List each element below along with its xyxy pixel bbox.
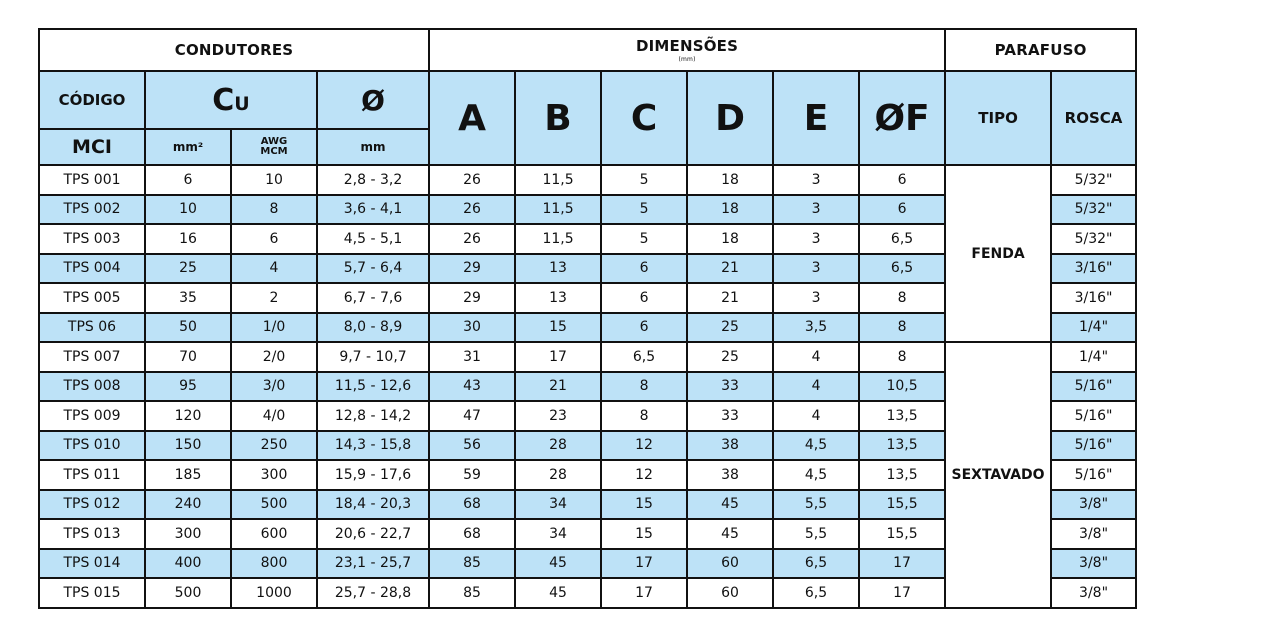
cell-e: 3 — [773, 224, 859, 254]
cell-codigo: TPS 010 — [39, 431, 145, 461]
column-header-row-1 — [39, 71, 1136, 129]
cell-diam: 6,7 - 7,6 — [317, 283, 429, 313]
cell-mm2: 95 — [145, 372, 231, 402]
cell-awg: 4 — [231, 254, 317, 284]
cell-diam: 9,7 - 10,7 — [317, 342, 429, 372]
cell-e: 4,5 — [773, 460, 859, 490]
group-dimensoes-label: DIMENSÕES — [635, 37, 739, 55]
cell-mm2: 185 — [145, 460, 231, 490]
cell-rosca: 1/4" — [1051, 342, 1136, 372]
cell-a: 26 — [429, 195, 515, 225]
cell-f: 13,5 — [859, 431, 945, 461]
cell-awg: 2 — [231, 283, 317, 313]
cell-rosca: 3/8" — [1051, 578, 1136, 608]
cell-b: 28 — [515, 431, 601, 461]
cell-a: 31 — [429, 342, 515, 372]
cell-b: 11,5 — [515, 195, 601, 225]
cell-d: 33 — [687, 401, 773, 431]
cell-d: 38 — [687, 431, 773, 461]
cell-f: 8 — [859, 313, 945, 343]
header-awg-mcm — [231, 129, 317, 165]
cell-d: 33 — [687, 372, 773, 402]
cell-awg: 10 — [231, 165, 317, 195]
cell-f: 10,5 — [859, 372, 945, 402]
cell-diam: 3,6 - 4,1 — [317, 195, 429, 225]
cell-d: 60 — [687, 578, 773, 608]
cell-a: 59 — [429, 460, 515, 490]
cell-rosca: 3/16" — [1051, 254, 1136, 284]
cell-codigo: TPS 012 — [39, 490, 145, 520]
cell-awg: 600 — [231, 519, 317, 549]
cell-awg: 500 — [231, 490, 317, 520]
cell-diam: 20,6 - 22,7 — [317, 519, 429, 549]
cell-c: 12 — [601, 431, 687, 461]
header-rosca: ROSCA — [1051, 71, 1136, 165]
cell-mm2: 70 — [145, 342, 231, 372]
cell-mm2: 35 — [145, 283, 231, 313]
cell-c: 15 — [601, 490, 687, 520]
cell-rosca: 3/8" — [1051, 549, 1136, 579]
cell-d: 25 — [687, 313, 773, 343]
cell-diam: 14,3 - 15,8 — [317, 431, 429, 461]
header-mm: mm — [317, 129, 429, 165]
cell-a: 43 — [429, 372, 515, 402]
cell-diam: 8,0 - 8,9 — [317, 313, 429, 343]
cell-d: 21 — [687, 254, 773, 284]
header-mm2: mm² — [145, 129, 231, 165]
cell-d: 38 — [687, 460, 773, 490]
cell-b: 13 — [515, 283, 601, 313]
cell-diam: 25,7 - 28,8 — [317, 578, 429, 608]
cell-rosca: 5/32" — [1051, 165, 1136, 195]
cell-e: 6,5 — [773, 549, 859, 579]
header-of: ØF — [859, 71, 945, 165]
cell-rosca: 5/16" — [1051, 431, 1136, 461]
group-parafuso: PARAFUSO — [945, 29, 1136, 71]
cell-diam: 4,5 - 5,1 — [317, 224, 429, 254]
cell-awg: 800 — [231, 549, 317, 579]
cell-b: 21 — [515, 372, 601, 402]
cell-c: 17 — [601, 578, 687, 608]
cell-codigo: TPS 008 — [39, 372, 145, 402]
header-cu-c: C — [212, 82, 235, 118]
cell-d: 18 — [687, 165, 773, 195]
cell-awg: 1/0 — [231, 313, 317, 343]
cell-c: 5 — [601, 224, 687, 254]
cell-c: 8 — [601, 401, 687, 431]
cell-mm2: 10 — [145, 195, 231, 225]
cell-awg: 2/0 — [231, 342, 317, 372]
cell-c: 15 — [601, 519, 687, 549]
cell-d: 60 — [687, 549, 773, 579]
cell-d: 18 — [687, 195, 773, 225]
cell-awg: 4/0 — [231, 401, 317, 431]
cell-codigo: TPS 06 — [39, 313, 145, 343]
cell-tipo: FENDA — [945, 165, 1051, 342]
cell-f: 17 — [859, 549, 945, 579]
cell-diam: 18,4 - 20,3 — [317, 490, 429, 520]
cell-b: 45 — [515, 578, 601, 608]
cell-rosca: 5/32" — [1051, 224, 1136, 254]
cell-b: 34 — [515, 519, 601, 549]
table-row — [39, 165, 1136, 195]
cell-f: 15,5 — [859, 519, 945, 549]
cell-d: 18 — [687, 224, 773, 254]
cell-diam: 23,1 - 25,7 — [317, 549, 429, 579]
header-codigo: CÓDIGO — [39, 71, 145, 129]
group-dimensoes-unit: (mm) — [678, 56, 696, 63]
cell-b: 28 — [515, 460, 601, 490]
cell-c: 5 — [601, 165, 687, 195]
cell-mm2: 16 — [145, 224, 231, 254]
cell-c: 6 — [601, 283, 687, 313]
cell-mm2: 50 — [145, 313, 231, 343]
cell-mm2: 25 — [145, 254, 231, 284]
cell-a: 29 — [429, 254, 515, 284]
cell-a: 68 — [429, 490, 515, 520]
cell-e: 4 — [773, 401, 859, 431]
cell-e: 3 — [773, 195, 859, 225]
cell-diam: 5,7 - 6,4 — [317, 254, 429, 284]
cell-e: 5,5 — [773, 490, 859, 520]
header-a: A — [429, 71, 515, 165]
cell-f: 6,5 — [859, 254, 945, 284]
cell-c: 6 — [601, 254, 687, 284]
cell-c: 8 — [601, 372, 687, 402]
cell-rosca: 5/32" — [1051, 195, 1136, 225]
cell-f: 6 — [859, 165, 945, 195]
cell-f: 6,5 — [859, 224, 945, 254]
cell-e: 6,5 — [773, 578, 859, 608]
cell-rosca: 5/16" — [1051, 460, 1136, 490]
cell-a: 29 — [429, 283, 515, 313]
cell-e: 3 — [773, 283, 859, 313]
cell-mm2: 6 — [145, 165, 231, 195]
cell-mm2: 120 — [145, 401, 231, 431]
header-b: B — [515, 71, 601, 165]
cell-mm2: 500 — [145, 578, 231, 608]
cell-c: 6 — [601, 313, 687, 343]
cell-diam: 2,8 - 3,2 — [317, 165, 429, 195]
cell-mm2: 240 — [145, 490, 231, 520]
header-cu — [145, 71, 317, 129]
cell-f: 8 — [859, 342, 945, 372]
cell-a: 56 — [429, 431, 515, 461]
cell-e: 5,5 — [773, 519, 859, 549]
group-condutores: CONDUTORES — [39, 29, 429, 71]
cell-b: 15 — [515, 313, 601, 343]
cell-a: 30 — [429, 313, 515, 343]
cell-mm2: 400 — [145, 549, 231, 579]
cell-rosca: 1/4" — [1051, 313, 1136, 343]
cell-codigo: TPS 007 — [39, 342, 145, 372]
cell-f: 15,5 — [859, 490, 945, 520]
cell-b: 11,5 — [515, 165, 601, 195]
cell-e: 4,5 — [773, 431, 859, 461]
cell-a: 85 — [429, 578, 515, 608]
cell-codigo: TPS 011 — [39, 460, 145, 490]
cell-c: 12 — [601, 460, 687, 490]
cell-mm2: 300 — [145, 519, 231, 549]
cell-b: 45 — [515, 549, 601, 579]
cell-d: 21 — [687, 283, 773, 313]
cell-codigo: TPS 009 — [39, 401, 145, 431]
specification-table — [38, 28, 1137, 609]
header-mcm: MCM — [260, 146, 288, 157]
cell-awg: 300 — [231, 460, 317, 490]
header-awg: AWG — [260, 136, 288, 147]
cell-c: 17 — [601, 549, 687, 579]
cell-b: 17 — [515, 342, 601, 372]
cell-awg: 250 — [231, 431, 317, 461]
cell-awg: 8 — [231, 195, 317, 225]
cell-e: 4 — [773, 342, 859, 372]
cell-mm2: 150 — [145, 431, 231, 461]
cell-diam: 11,5 - 12,6 — [317, 372, 429, 402]
cell-codigo: TPS 001 — [39, 165, 145, 195]
cell-f: 13,5 — [859, 401, 945, 431]
header-mci: MCI — [39, 129, 145, 165]
cell-e: 3,5 — [773, 313, 859, 343]
cell-rosca: 5/16" — [1051, 372, 1136, 402]
cell-codigo: TPS 005 — [39, 283, 145, 313]
cell-d: 45 — [687, 490, 773, 520]
group-dimensoes — [429, 29, 945, 71]
cell-diam: 12,8 - 14,2 — [317, 401, 429, 431]
group-header-row — [39, 29, 1136, 71]
cell-f: 8 — [859, 283, 945, 313]
cell-c: 5 — [601, 195, 687, 225]
cell-a: 26 — [429, 224, 515, 254]
cell-awg: 6 — [231, 224, 317, 254]
cell-rosca: 3/8" — [1051, 519, 1136, 549]
header-cu-u: U — [234, 92, 250, 115]
header-d: D — [687, 71, 773, 165]
cell-b: 23 — [515, 401, 601, 431]
cell-f: 17 — [859, 578, 945, 608]
cell-a: 26 — [429, 165, 515, 195]
header-e: E — [773, 71, 859, 165]
cell-codigo: TPS 013 — [39, 519, 145, 549]
cell-b: 34 — [515, 490, 601, 520]
header-c: C — [601, 71, 687, 165]
cell-f: 13,5 — [859, 460, 945, 490]
cell-codigo: TPS 002 — [39, 195, 145, 225]
cell-awg: 3/0 — [231, 372, 317, 402]
cell-b: 13 — [515, 254, 601, 284]
cell-d: 25 — [687, 342, 773, 372]
cell-e: 3 — [773, 254, 859, 284]
cell-awg: 1000 — [231, 578, 317, 608]
cell-d: 45 — [687, 519, 773, 549]
cell-b: 11,5 — [515, 224, 601, 254]
cell-e: 4 — [773, 372, 859, 402]
cell-f: 6 — [859, 195, 945, 225]
cell-rosca: 5/16" — [1051, 401, 1136, 431]
cell-codigo: TPS 014 — [39, 549, 145, 579]
header-tipo: TIPO — [945, 71, 1051, 165]
cell-a: 68 — [429, 519, 515, 549]
cell-a: 47 — [429, 401, 515, 431]
cell-tipo: SEXTAVADO — [945, 342, 1051, 608]
table-row — [39, 342, 1136, 372]
cell-rosca: 3/8" — [1051, 490, 1136, 520]
cell-diam: 15,9 - 17,6 — [317, 460, 429, 490]
cell-e: 3 — [773, 165, 859, 195]
cell-codigo: TPS 003 — [39, 224, 145, 254]
cell-codigo: TPS 015 — [39, 578, 145, 608]
cell-c: 6,5 — [601, 342, 687, 372]
cell-rosca: 3/16" — [1051, 283, 1136, 313]
cell-codigo: TPS 004 — [39, 254, 145, 284]
header-diameter: Ø — [317, 71, 429, 129]
cell-a: 85 — [429, 549, 515, 579]
